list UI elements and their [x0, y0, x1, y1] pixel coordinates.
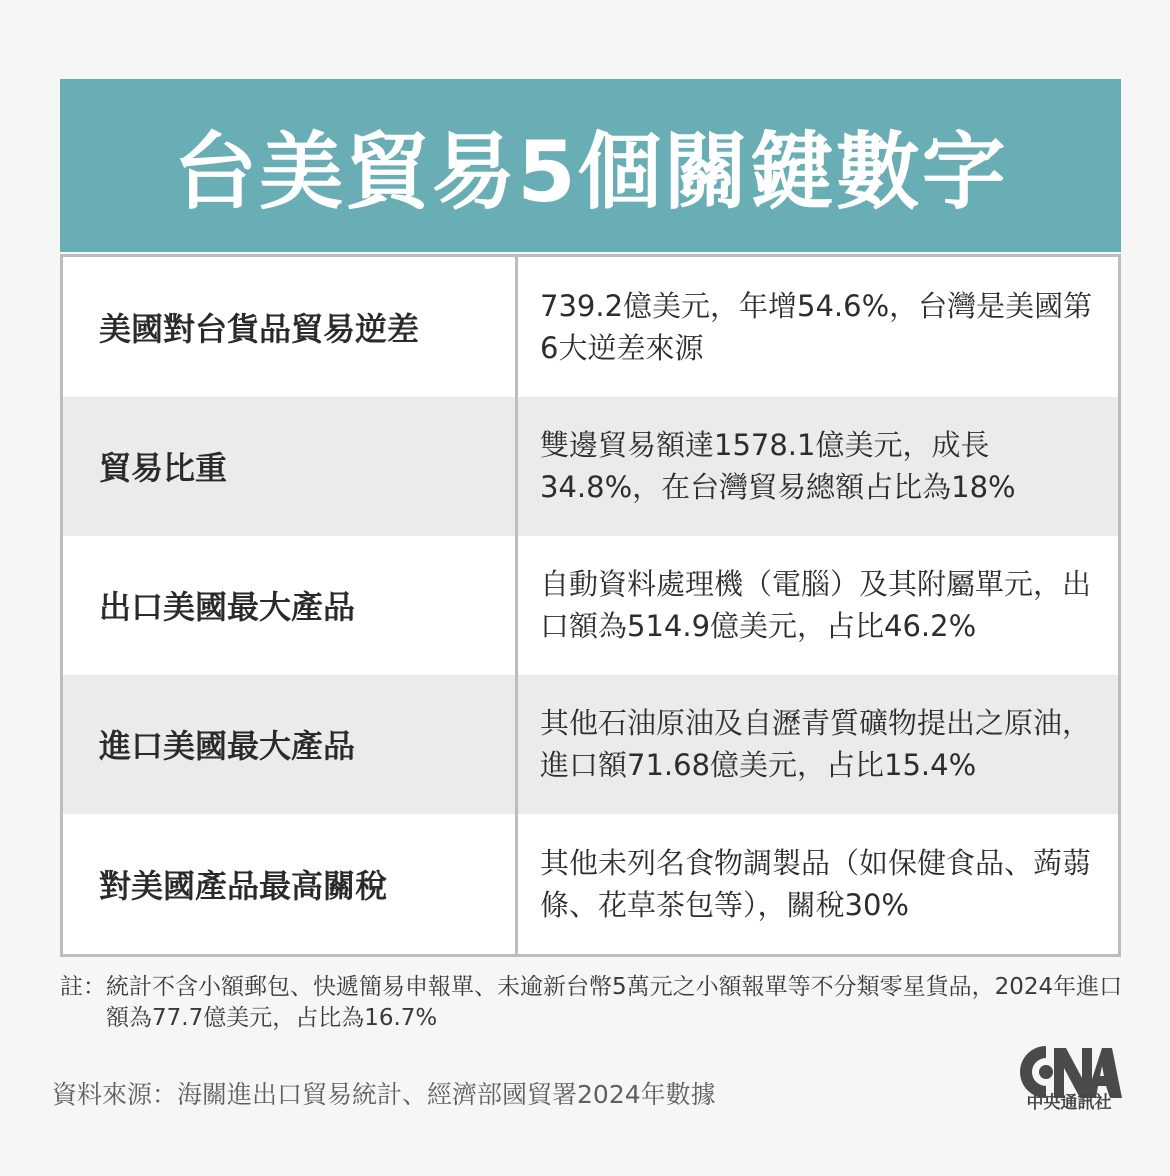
table-row	[62, 536, 1120, 675]
page-title: 台美貿易5個關鍵數字	[173, 123, 1008, 221]
logo-text: 中央通訊社	[1026, 1093, 1112, 1113]
title-banner	[60, 79, 1121, 252]
row-label: 進口美國最大產品	[62, 675, 517, 814]
row-value: 其他未列名食物調製品（如保健食品、蒟蒻條、花草茶包等），關稅30%	[540, 845, 1092, 922]
row-label: 美國對台貨品貿易逆差	[62, 256, 517, 397]
footnote-prefix: 註：	[60, 974, 106, 1000]
key-figures-table	[60, 254, 1121, 957]
row-value: 自動資料處理機（電腦）及其附屬單元，出口額為514.9億美元，占比46.2%	[540, 567, 1092, 644]
table-row	[62, 397, 1120, 536]
footnote-text: 統計不含小額郵包、快遞簡易申報單、未逾新台幣5萬元之小額報單等不分類零星貨品，2024年進口額為77.7億美元，占比為16.7%	[106, 974, 1123, 1031]
data-source: 資料來源：海關進出口貿易統計、經濟部國貿署2024年數據	[52, 1080, 716, 1109]
row-label: 貿易比重	[62, 397, 517, 536]
table-row	[62, 814, 1120, 956]
row-label: 對美國產品最高關稅	[62, 814, 517, 956]
row-label: 出口美國最大產品	[62, 536, 517, 675]
table-row	[62, 256, 1120, 397]
row-value: 739.2億美元，年增54.6%，台灣是美國第6大逆差來源	[540, 288, 1093, 365]
row-value: 其他石油原油及自瀝青質礦物提出之原油，進口額71.68億美元，占比15.4%	[540, 706, 1092, 783]
row-value: 雙邊貿易額達1578.1億美元，成長34.8%，在台灣貿易總額占比為18%	[540, 428, 1016, 505]
footnote	[60, 972, 1130, 1034]
table-row	[62, 675, 1120, 814]
